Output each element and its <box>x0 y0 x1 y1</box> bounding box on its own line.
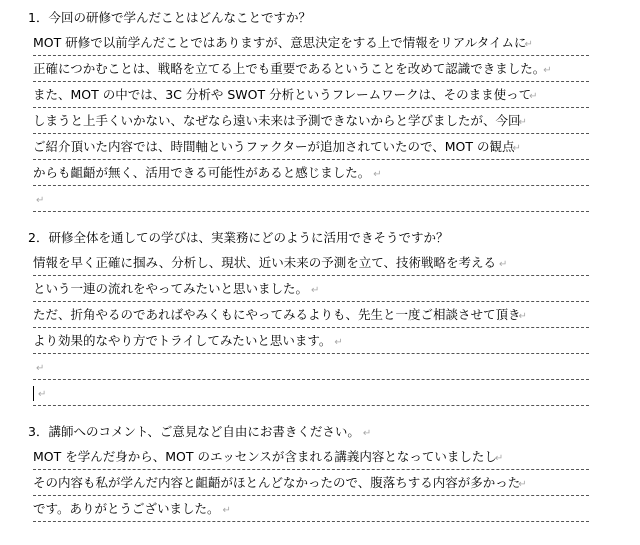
paragraph-mark-icon: ↵ <box>38 389 47 400</box>
answer-3[interactable] <box>33 444 589 522</box>
question-2 <box>0 226 640 250</box>
paragraph-mark-icon: ↵ <box>362 428 372 439</box>
answer-1-line-5-text: ご紹介頂いた内容では、時間軸というファクターが追加されていたので、MOT の観点 <box>33 139 515 154</box>
answer-2-line-4-text: より効果的なやり方でトライしてみたいと思います。 <box>33 333 332 348</box>
answer-line[interactable] <box>33 276 589 302</box>
answer-line[interactable] <box>33 496 589 522</box>
answer-2[interactable] <box>33 250 589 406</box>
paragraph-mark-icon: ↵ <box>518 311 527 322</box>
answer-line[interactable] <box>33 160 589 186</box>
paragraph-mark-icon: ↵ <box>499 259 508 270</box>
paragraph-mark-icon: ↵ <box>529 91 538 102</box>
answer-3-line-3-text: です。ありがとうございました。 <box>33 501 220 516</box>
paragraph-mark-icon: ↵ <box>524 39 533 50</box>
paragraph-mark-icon: ↵ <box>518 479 527 490</box>
paragraph-mark-icon: ↵ <box>311 285 320 296</box>
answer-line-empty[interactable] <box>33 354 589 380</box>
answer-line[interactable] <box>33 30 589 56</box>
paragraph-mark-icon: ↵ <box>334 337 343 348</box>
answer-1-line-1-text: MOT 研修で以前学んだことではありますが、意思決定をする上で情報をリアルタイムに <box>33 35 527 50</box>
answer-line[interactable] <box>33 250 589 276</box>
text-cursor <box>33 386 34 401</box>
answer-line-empty[interactable] <box>33 186 589 212</box>
question-1 <box>0 6 640 30</box>
paragraph-mark-icon: ↵ <box>494 453 504 464</box>
answer-line[interactable] <box>33 444 589 470</box>
answer-line-empty[interactable] <box>33 380 589 406</box>
answer-1[interactable] <box>33 30 589 212</box>
paragraph-mark-icon: ↵ <box>518 117 527 128</box>
answer-line[interactable] <box>33 108 589 134</box>
answer-line[interactable] <box>33 82 589 108</box>
document-page[interactable] <box>0 6 640 522</box>
answer-3-line-2-text: その内容も私が学んだ内容と齟齬がほとんどなかったので、腹落ちする内容が多かった <box>33 475 521 490</box>
answer-1-line-4-text: しまうと上手くいかない、なぜなら遠い未来は予測できないからと学びましたが、今回 <box>33 113 521 128</box>
answer-3-line-1-text: MOT を学んだ身から、MOT のエッセンスが含まれる講義内容となっていましたし <box>33 449 497 464</box>
paragraph-mark-icon: ↵ <box>36 363 45 374</box>
answer-1-line-2-text: 正確につかむことは、戦略を立てる上でも重要であるということを改めて認識できました。 <box>33 61 546 76</box>
answer-line[interactable] <box>33 56 589 82</box>
paragraph-mark-icon: ↵ <box>512 143 521 154</box>
answer-line[interactable] <box>33 134 589 160</box>
question-1-text: 1．今回の研修で学んだことはどんなことですか？ <box>28 10 311 25</box>
paragraph-mark-icon: ↵ <box>36 195 45 206</box>
answer-line[interactable] <box>33 470 589 496</box>
paragraph-mark-icon: ↵ <box>222 505 231 516</box>
answer-1-line-6-text: からも齟齬が無く、活用できる可能性があると感じました。 <box>33 165 371 180</box>
answer-2-line-1-text: 情報を早く正確に掴み、分析し、現状、近い未来の予測を立て、技術戦略を考える <box>33 255 497 270</box>
paragraph-mark-icon: ↵ <box>373 169 382 180</box>
answer-line[interactable] <box>33 328 589 354</box>
question-3-text: 3．講師へのコメント、ご意見など自由にお書きください。 <box>28 424 360 439</box>
answer-2-line-2-text: という一連の流れをやってみたいと思いました。 <box>33 281 309 296</box>
paragraph-mark-icon: ↵ <box>543 65 552 76</box>
question-2-text: 2．研修全体を通しての学びは、実業務にどのように活用できそうですか？ <box>28 230 449 245</box>
question-3 <box>0 420 640 444</box>
answer-line[interactable] <box>33 302 589 328</box>
answer-1-line-3-text: また、MOT の中では、3C 分析や SWOT 分析というフレームワークは、そのまま使って <box>33 87 532 102</box>
answer-2-line-3-text: ただ、折角やるのであればやみくもにやってみるよりも、先生と一度ご相談させて頂き <box>33 307 521 322</box>
